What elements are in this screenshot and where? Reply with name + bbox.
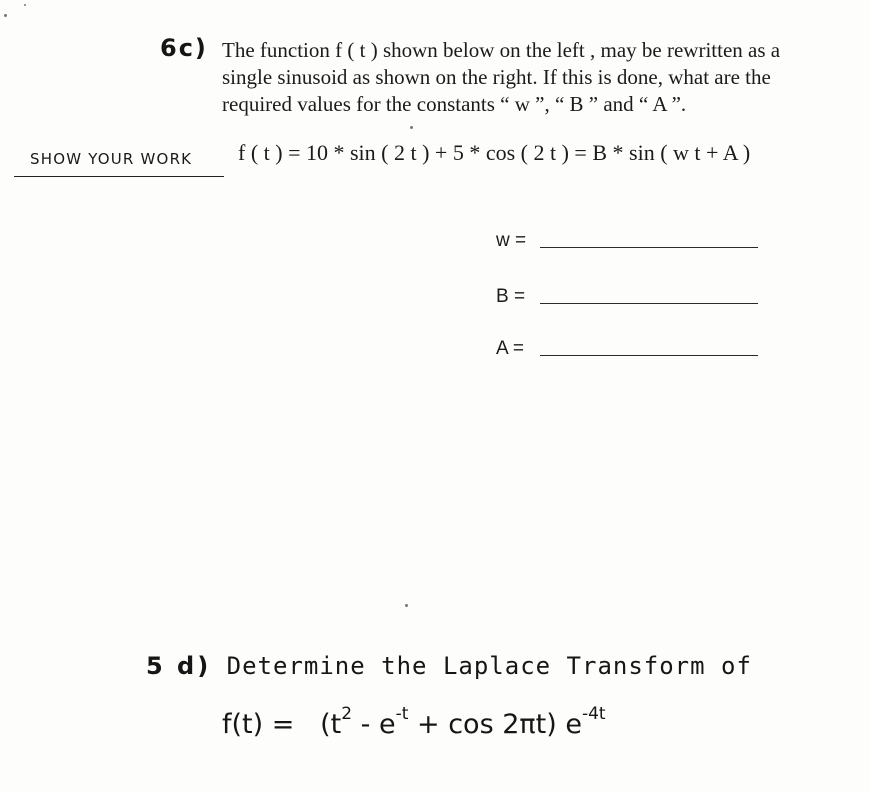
problem-5d-number: 5 d): [146, 652, 212, 680]
show-your-work-underline: [14, 176, 224, 177]
answer-label-w: w =: [496, 230, 527, 251]
formula-mid: - e: [352, 709, 396, 740]
problem-5d-prompt-line: [146, 652, 752, 680]
scan-speck: [410, 126, 413, 129]
problem-5d-formula: [222, 704, 606, 740]
formula-open: (t: [320, 709, 342, 740]
problem-6c-equation: f ( t ) = 10 * sin ( 2 t ) + 5 * cos ( 2 t ) = B * sin ( w t + A ): [238, 140, 751, 165]
formula-exp-e: -t: [395, 704, 409, 724]
problem-6c-line-1: The function f ( t ) shown below on the left , may be rewritten as a: [222, 38, 781, 62]
problem-6c-line-2: single sinusoid as shown on the right. If this is done, what are the: [222, 65, 771, 89]
answer-blank-a[interactable]: [540, 355, 758, 356]
formula-exp-t: 2: [341, 704, 353, 724]
problem-6c-line-3: required values for the constants “ w ”, “ B ” and “ A ”.: [222, 92, 687, 116]
scan-speck: [4, 14, 7, 17]
problem-5d-prompt: Determine the Laplace Transform of: [226, 652, 752, 680]
answer-blank-b[interactable]: [540, 303, 758, 304]
scan-speck: [405, 604, 408, 607]
answer-row-w: [496, 222, 766, 252]
scan-speck: [24, 4, 26, 6]
show-your-work-label: SHOW YOUR WORK: [30, 150, 193, 168]
formula-exp-final: -4t: [581, 704, 606, 724]
answer-row-a: [496, 330, 766, 360]
problem-6c-number: 6c): [160, 34, 208, 62]
formula-lhs: f(t) =: [222, 709, 295, 740]
answer-label-b: B =: [496, 286, 526, 307]
answer-blank-w[interactable]: [540, 247, 758, 248]
problem-6c-text: [222, 37, 780, 118]
answer-row-b: [496, 278, 766, 308]
answer-label-a: A =: [496, 338, 524, 359]
formula-rest: + cos 2πt) e: [408, 709, 582, 740]
